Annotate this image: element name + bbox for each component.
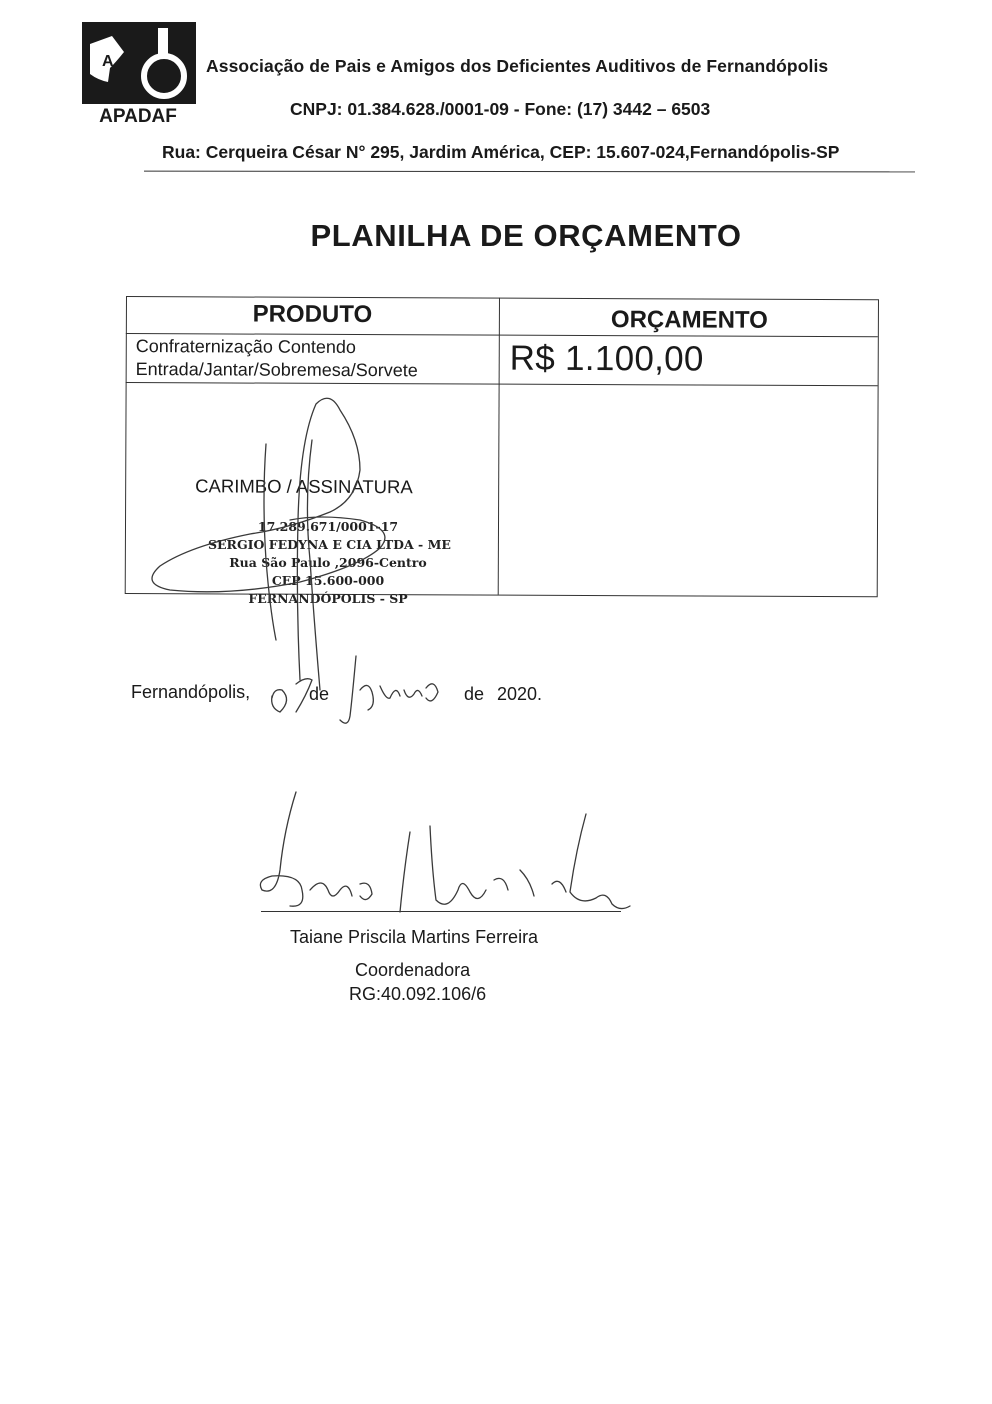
table-cell-produto: [136, 335, 418, 382]
column-header-produto: PRODUTO: [252, 300, 373, 329]
organization-name: Associação de Pais e Amigos dos Deficientes Auditivos de Fernandópolis: [206, 56, 829, 76]
signature-line: [261, 911, 621, 912]
stamp-signature-label: CARIMBO / ASSINATURA: [195, 475, 413, 498]
company-stamp: [208, 518, 451, 608]
column-header-orcamento: ORÇAMENTO: [610, 306, 768, 334]
coordinator-signature: [260, 792, 630, 912]
date-year: 2020.: [497, 684, 543, 704]
signatory-rg: RG:40.092.106/6: [349, 984, 487, 1004]
produto-line-1: Confraternização Contendo: [135, 336, 356, 358]
produto-line-2: Entrada/Jantar/Sobremesa/Sorvete: [135, 359, 418, 381]
stamp-cep: CEP 15.600-000: [271, 573, 385, 588]
date-connector-2: de: [464, 684, 485, 704]
stamp-cnpj: 17.289.671/0001-17: [257, 519, 399, 534]
svg-text:A: A: [102, 53, 114, 70]
organization-address: Rua: Cerqueira César N° 295, Jardim América, CEP: 15.607-024,Fernandópolis-SP: [162, 142, 840, 162]
page-title: PLANILHA DE ORÇAMENTO: [310, 218, 742, 253]
stamp-city: FERNANDÓPOLIS - SP: [248, 591, 408, 606]
table-cell-orcamento: R$ 1.100,00: [509, 338, 704, 379]
signatory-role: Coordenadora: [355, 960, 471, 980]
signatory-name: Taiane Priscila Martins Ferreira: [290, 927, 539, 947]
cnpj-phone: CNPJ: 01.384.628./0001-09 - Fone: (17) 3442 – 6503: [290, 99, 711, 119]
stamp-company-name: SERGIO FEDYNA E CIA LTDA - ME: [208, 537, 451, 552]
apadaf-logo: [80, 22, 198, 124]
logo-text: APADAF: [99, 106, 177, 124]
date-city: Fernandópolis,: [131, 682, 251, 702]
header-divider: [144, 171, 915, 173]
handwritten-day: [272, 679, 312, 712]
date-connector-1: de: [309, 684, 330, 704]
handwritten-month: [340, 656, 438, 723]
stamp-street: Rua São Paulo ,2096-Centro: [229, 555, 427, 570]
logo-ear-icon: [80, 22, 198, 124]
